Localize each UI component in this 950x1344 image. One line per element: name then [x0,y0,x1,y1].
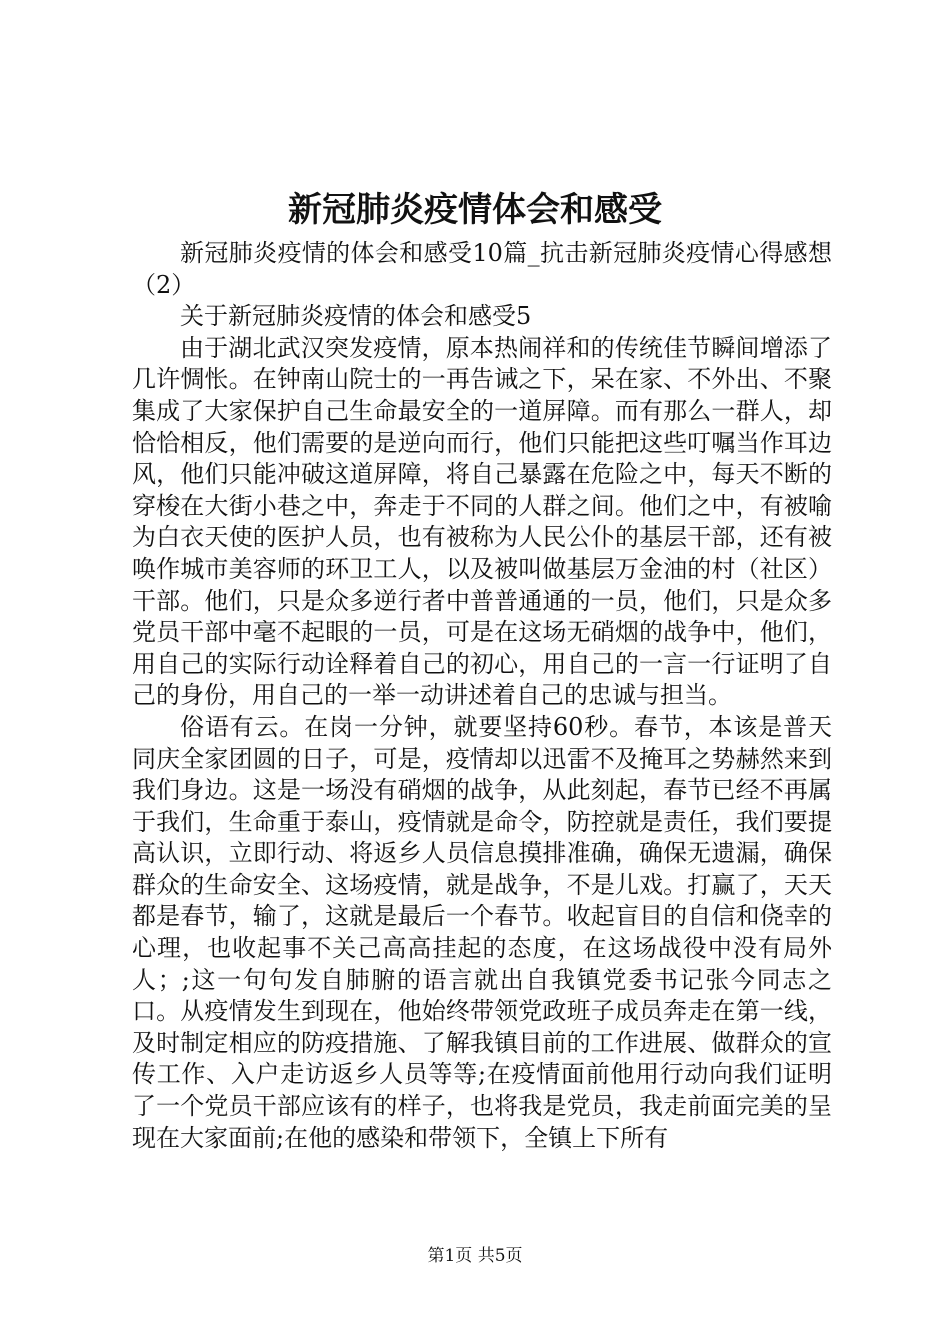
document-body [132,238,832,1154]
paragraph-body-2: 俗语有云。在岗一分钟，就要坚持60秒。春节，本该是普天同庆全家团圆的日子，可是，疫情却以迅雷不及掩耳之势赫然来到我们身边。这是一场没有硝烟的战争，从此刻起，春节已经不再属于我们，生命重于泰山，疫情就是命令，防控就是责任，我们要提高认识，立即行动、将返乡人员信息摸排准确，确保无遗漏，确保群众的生命安全、这场疫情，就是战争，不是儿戏。打赢了，天天都是春节，输了，这就是最后一个春节。收起盲目的自信和侥幸的心理，也收起事不关己高高挂起的态度，在这场战役中没有局外人；;这一句句发自肺腑的语言就出自我镇党委书记张今同志之口。从疫情发生到现在，他始终带领党政班子成员奔走在第一线，及时制定相应的防疫措施、了解我镇目前的工作进展、做群众的宣传工作、入户走访返乡人员等等;在疫情面前他用行动向我们证明了一个党员干部应该有的样子，也将我是党员，我走前面完美的呈现在大家面前;在他的感染和带领下，全镇上下所有 [132,712,832,1152]
paragraph-intro: 新冠肺炎疫情的体会和感受10篇_抗击新冠肺炎疫情心得感想（2） [132,239,832,299]
page-footer: 第1页 共5页 [427,1246,523,1266]
paragraph-body-1: 由于湖北武汉突发疫情，原本热闹祥和的传统佳节瞬间增添了几许惆怅。在钟南山院士的一再告诫之下，呆在家、不外出、不聚集成了大家保护自己生命最安全的一道屏障。而有那么一群人，却恰恰相反，他们需要的是逆向而行，他们只能把这些叮嘱当作耳边风，他们只能冲破这道屏障，将自己暴露在危险之中，每天不断的穿梭在大街小巷之中，奔走于不同的人群之间。他们之中，有被喻为白衣天使的医护人员，也有被称为人民公仆的基层干部，还有被唤作城市美容师的环卫工人，以及被叫做基层万金油的村（社区）干部。他们，只是众多逆行者中普普通通的一员，他们，只是众多党员干部中毫不起眼的一员，可是在这场无硝烟的战争中，他们，用自己的实际行动诠释着自己的初心，用自己的一言一行证明了自己的身份，用自己的一举一动讲述着自己的忠诚与担当。 [132,333,832,710]
paragraph-subheading: 关于新冠肺炎疫情的体会和感受5 [180,302,532,331]
document-title: 新冠肺炎疫情体会和感受 [288,190,662,230]
